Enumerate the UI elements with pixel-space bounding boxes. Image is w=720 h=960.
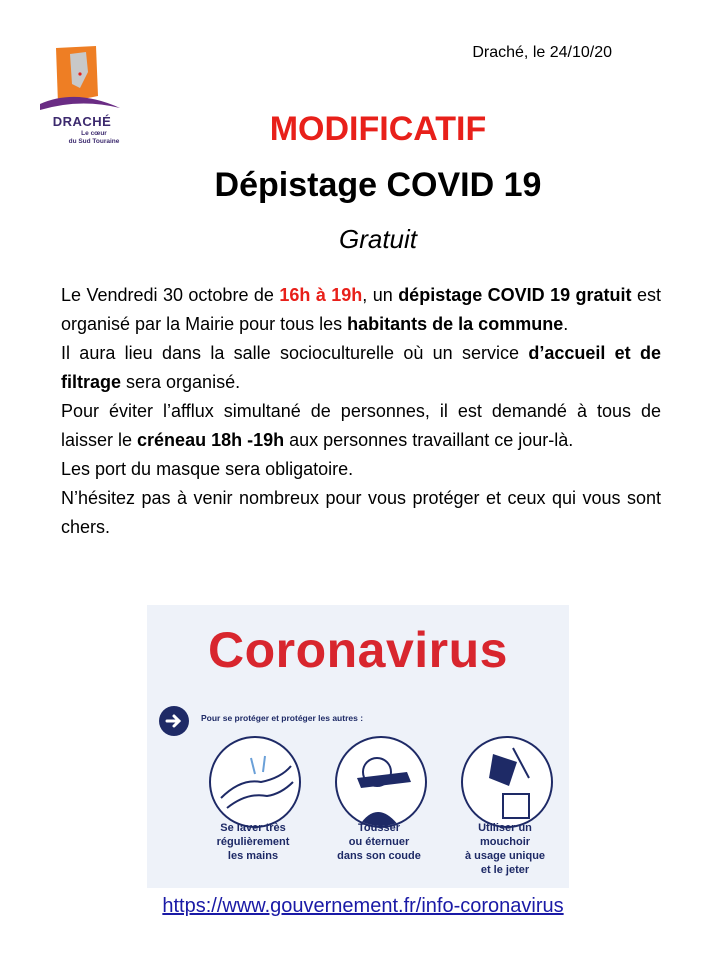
logo-name: DRACHÉ (52, 114, 112, 129)
caption-cough-elbow (319, 821, 439, 863)
p1-text-d: . (563, 314, 569, 334)
caption-line: Utiliser un (478, 822, 532, 834)
caption-line: ou éternuer (348, 836, 410, 848)
caption-line: dans son coude (337, 850, 421, 862)
p1-bold-residents: habitants de la commune (347, 314, 564, 334)
page-subtitle: Gratuit (338, 224, 418, 254)
paragraph-1 (61, 281, 661, 339)
date-line: Draché, le 24/10/20 (472, 44, 612, 61)
poster-title: Coronavirus (207, 622, 508, 678)
paragraph-5: N’hésitez pas à venir nombreux pour vous protéger et ceux qui vous sont chers. (61, 488, 661, 537)
logo-tagline-2: du Sud Touraine (68, 138, 120, 145)
p2-bold: d’accueil et de filtrage (61, 343, 661, 392)
gov-info-link[interactable]: https://www.gouvernement.fr/info-coronavirus (162, 895, 564, 917)
p1-text-a: Le Vendredi 30 octobre de (61, 285, 280, 305)
announcement-body (61, 281, 661, 542)
hand-washing-icon (209, 736, 301, 828)
caption-line: et le jeter (480, 864, 530, 876)
p3-text-b: aux personnes travaillant ce jour-là. (284, 430, 574, 450)
page-title: Dépistage COVID 19 (214, 166, 542, 204)
caption-tissue (445, 821, 565, 877)
p1-text-c: est organisé par la Mairie pour tous les (61, 285, 661, 334)
p1-time: 16h à 19h (279, 285, 363, 305)
poster-intro: Pour se protéger et protéger les autres : (201, 713, 364, 723)
caption-line: Se laver très (220, 822, 286, 834)
caption-wash-hands (193, 821, 313, 863)
paragraph-4: Les port du masque sera obligatoire. (61, 459, 354, 479)
modificatif-heading: MODIFICATIF (269, 110, 487, 148)
p2-text-b: sera organisé. (121, 372, 241, 392)
p3-bold-slot: créneau 18h -19h (137, 430, 285, 450)
paragraph-2 (61, 339, 661, 397)
caption-line: à usage unique (464, 850, 546, 862)
cough-elbow-icon (335, 736, 427, 828)
coronavirus-poster (147, 605, 569, 888)
p3-text-a: Pour éviter l’afflux simultané de personnes, il est demandé à tous de laisser le (61, 401, 661, 450)
p1-bold-screening: dépistage COVID 19 gratuit (398, 285, 632, 305)
caption-line: Tousser (358, 822, 400, 834)
logo-tagline-1: Le cœur (81, 130, 107, 137)
p1-text-b: , un (362, 285, 399, 305)
caption-line: les mains (227, 850, 279, 862)
caption-line: mouchoir (479, 836, 531, 848)
paragraph-3 (61, 397, 661, 455)
p2-text-a: Il aura lieu dans la salle socioculturelle où un service (61, 343, 529, 363)
arrow-right-icon (159, 706, 189, 736)
caption-line: régulièrement (216, 836, 290, 848)
tissue-bin-icon (461, 736, 553, 828)
